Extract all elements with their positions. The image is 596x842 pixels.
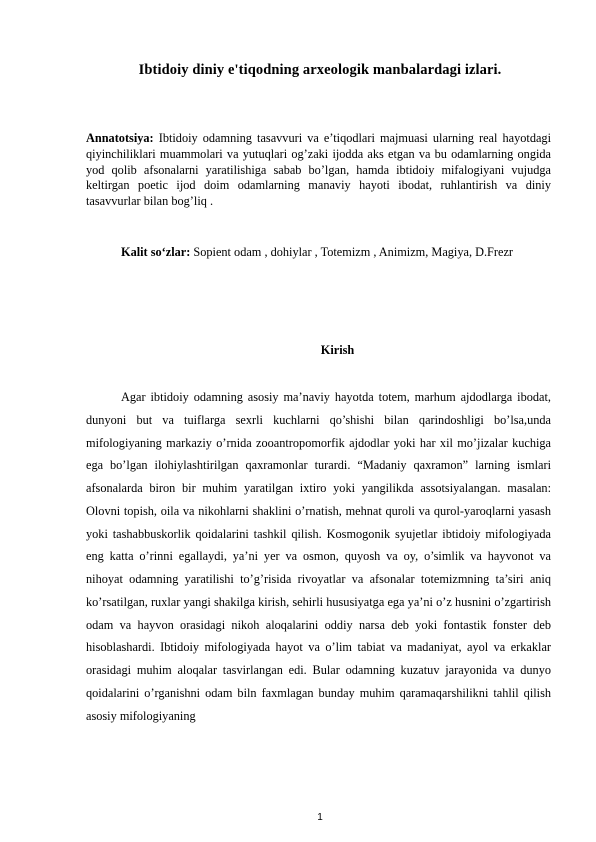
- page-number: 1: [317, 812, 323, 823]
- section-heading: Kirish: [320, 343, 355, 357]
- paper-title: Ibtidoiy diniy e'tiqodning arxeologik manbalardagi izlari.: [138, 62, 502, 78]
- abstract-text: Ibtidoiy odamning tasavvuri va e’tiqodlari majmuasi ularning real hayotdagi qiyinchiliklari muammolari va yutuqlari og’zaki ijodda aks etgan va bu odamlarning ongida yod qolib afsonalarni yaratilishiga sabab bo’lgan, hamda ibtidoiy mifalogiyani vujudga keltirgan poetic ijod doim odamlarning manaviy hayoti ibodat, ruhlantirish va diniy tasavvurlar bilan bog’liq .: [86, 131, 551, 209]
- keywords-label: Kalit so‘zlar:: [121, 245, 191, 259]
- abstract-paragraph: [86, 131, 551, 210]
- body-paragraph: Agar ibtidoiy odamning asosiy ma’naviy hayotda totem, marhum ajdodlarga ibodat, dunyoni but va tuiflarga sexrli kuchlarni qo’shishi bilan qarindoshligi bo’lsa,unda mifologiyaning markaziy o’rnida zooantropomorfik ajdodlar yoki har xil mo’jizalar kuchiga ega bo’lgan ilohiylashtirilgan qaxramonlar turardi. “Madaniy qaxramon” larning ismlari afsonalarda biron bir muhim yaratilgan ixtiro yoki yangilikda assotsiyalangan. masalan: Olovni topish, oila va nikohlarni shaklini o’rnatish, mehnat quroli va qurol-yaroqlarni yasash yoki tashabbuskorlik qoidalarini tashkil qilish. Kosmogonik syujetlar ibtidoiy mifologiyada eng katta o’rinni egallaydi, ya’ni yer va osmon, quyosh va oy, o’simlik va hayvonot va nihoyat odamning yaratilishi to’g’risida rivoyatlar va afsonalar totemizmning ta’siri aniq ko’rsatilgan, ruxlar yangi shakilga kirish, sehirli hususiyatga ega ya’ni o’z husnini o’zgartirish odam va hayvon orasidagi nikoh aloqalarini oddiy narsa deb yoki fontastik fonster deb hisoblashardi. Ibtidoiy mifologiyada hayot va o’lim tabiat va madaniyat, ayol va erkaklar orasidagi muhim aloqalar tasvirlangan edi. Bular odamning kuzatuv jarayonida va dunyo qoidalarini o’rganishni odam biln faxmlagan bunday muhim qaramaqarshilikni tahlil qilish asosiy mifologiyaning: [86, 390, 551, 723]
- abstract-label: Annatotsiya:: [86, 131, 154, 145]
- keywords-text: Sopient odam , dohiylar , Totemizm , Animizm, Magiya, D.Frezr: [190, 245, 514, 259]
- keywords-paragraph: [86, 243, 551, 262]
